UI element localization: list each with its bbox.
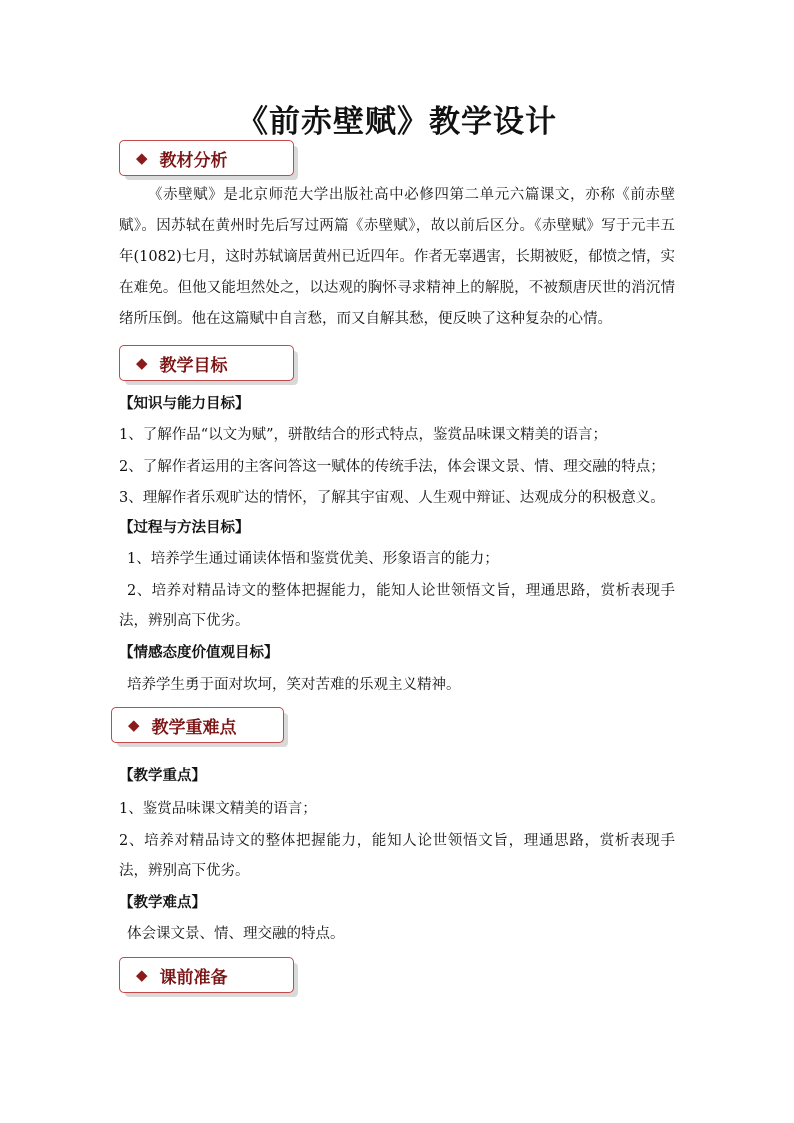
document-title: 《前赤壁赋》教学设计 [237, 104, 557, 140]
analysis-paragraph: 《赤壁赋》是北京师范大学出版社高中必修四第二单元六篇课文，亦称《前赤壁赋》。因苏轼在黄州时先后写过两篇《赤壁赋》，故以前后区分。《赤壁赋》写于元丰五年(1082)七月，这时苏轼谪居黄州已近四年。作者无辜遇害，长期被贬，郁愤之情，实在难免。但他又能坦然处之，以达观的胸怀寻求精神上的解脱，不被颓唐厌世的消沉情绪所压倒。他在这篇赋中自言愁，而又自解其愁，便反映了这种复杂的心情。 [119, 187, 675, 327]
knowledge-item: 3、理解作者乐观旷达的情怀，了解其宇宙观、人生观中辩证、达观成分的积极意义。 [119, 490, 665, 506]
section-title: 教材分析 [159, 150, 228, 171]
focus-item: 2、培养对精品诗文的整体把握能力，能知人论世领悟文旨，理通思路，赏析表现手法，辨别高下优劣。 [119, 833, 675, 879]
diamond-bullet-icon: ◆ [136, 965, 148, 984]
knowledge-heading: 【知识与能力目标】 [119, 395, 250, 412]
focus-heading: 【教学重点】 [119, 767, 206, 784]
emotion-heading: 【情感态度价值观目标】 [119, 644, 279, 661]
section-title: 教学目标 [159, 355, 228, 376]
difficulty-heading: 【教学难点】 [119, 894, 206, 911]
knowledge-item: 1、了解作品“以文为赋”，骈散结合的形式特点，鉴赏品味课文精美的语言； [119, 427, 608, 443]
section-title: 课前准备 [159, 967, 228, 988]
knowledge-item: 2、了解作者运用的主客问答这一赋体的传统手法，体会课文景、情、理交融的特点； [119, 459, 665, 475]
section-title: 教学重难点 [151, 717, 237, 738]
process-item: 2、培养对精品诗文的整体把握能力，能知人论世领悟文旨，理通思路，赏析表现手法，辨别高下优劣。 [119, 583, 675, 629]
diamond-bullet-icon: ◆ [136, 353, 148, 372]
emotion-text: 培养学生勇于面对坎坷，笑对苦难的乐观主义精神。 [127, 677, 461, 693]
difficulty-text: 体会课文景、情、理交融的特点。 [127, 926, 345, 942]
section-header-goals [119, 345, 294, 381]
diamond-bullet-icon: ◆ [128, 715, 140, 734]
process-item: 1、培养学生通过诵读体悟和鉴赏优美、形象语言的能力； [127, 551, 499, 567]
section-header-analysis [119, 140, 294, 176]
focus-item: 1、鉴赏品味课文精美的语言； [119, 801, 317, 817]
diamond-bullet-icon: ◆ [136, 148, 148, 167]
section-header-keypoints [111, 707, 284, 743]
section-header-preparation [119, 957, 294, 993]
process-heading: 【过程与方法目标】 [119, 519, 250, 536]
